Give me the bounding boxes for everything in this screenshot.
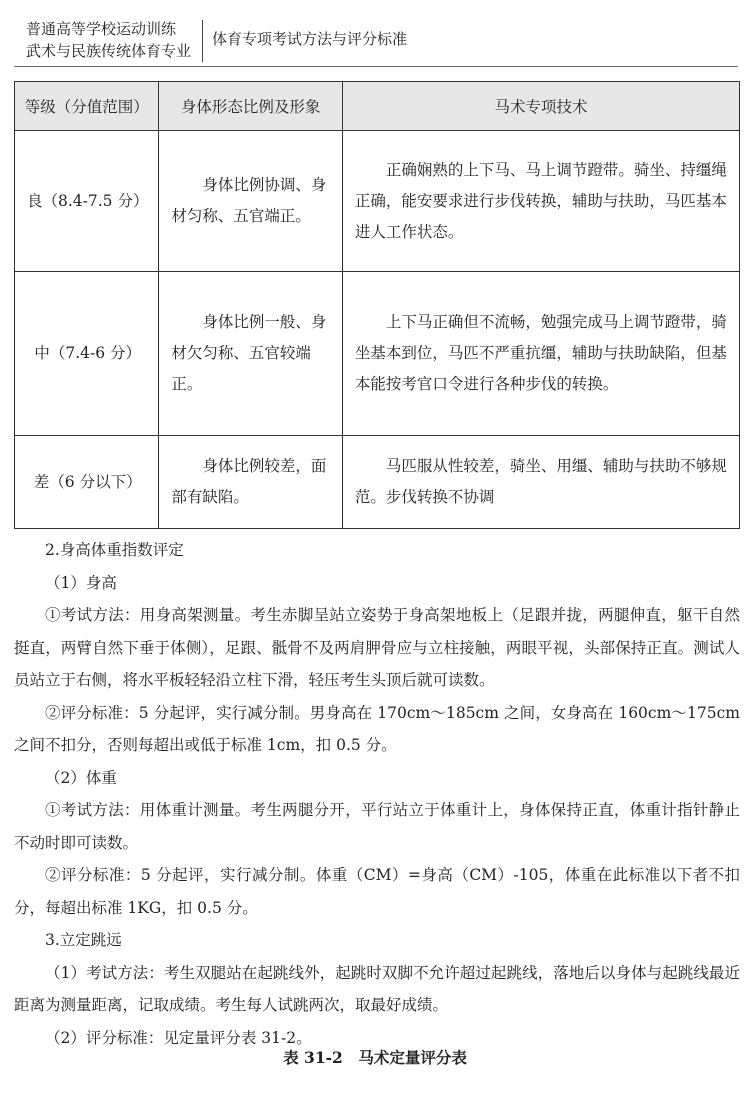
header-school-line2: 武术与民族传统体育专业 bbox=[26, 42, 192, 60]
paragraph: ②评分标准：5 分起评，实行减分制。男身高在 170cm～185cm 之间，女身高在 160cm～175cm 之间不扣分，否则每超出或低于标准 1cm，扣 0.5 分。 bbox=[14, 703, 740, 754]
paragraph: （1）考试方法：考生双腿站在起跳线外，起跳时双脚不允许超过起跳线，落地后以身体与起跳线最近距离为测量距离，记取成绩。考生每人试跳两次，取最好成绩。 bbox=[14, 963, 740, 1014]
body-cell: 身体比例较差，面部有缺陷。 bbox=[159, 436, 343, 529]
header-rule bbox=[14, 66, 738, 67]
body-text bbox=[14, 534, 740, 1054]
table-row bbox=[15, 131, 740, 272]
table-row bbox=[15, 436, 740, 529]
column-header-body: 身体形态比例及形象 bbox=[159, 82, 343, 131]
grade-cell: 差（6 分以下） bbox=[15, 436, 159, 529]
paragraph: ②评分标准：5 分起评，实行减分制。体重（CM）=身高（CM）-105，体重在此标准以下者不扣分，每超出标准 1KG，扣 0.5 分。 bbox=[14, 866, 740, 917]
table-caption: 表 31-2 马术定量评分表 bbox=[283, 1048, 467, 1067]
paragraph: （2）评分标准：见定量评分表 31-2。 bbox=[45, 1028, 312, 1047]
paragraph: ①考试方法：用身高架测量。考生赤脚呈站立姿势于身高架地板上（足跟并拢，两腿伸直，躯干自然挺直，两臂自然下垂于体侧），足跟、骶骨不及两肩胛骨应与立柱接触，两眼平视，头部保持正直。测试人员站立于右侧，将水平板轻轻沿立柱下滑，轻压考生头顶后就可读数。 bbox=[14, 606, 740, 689]
header-school bbox=[26, 18, 191, 62]
section-heading: 2.身高体重指数评定 bbox=[45, 541, 184, 559]
skill-cell: 正确娴熟的上下马、马上调节蹬带。骑坐、持缰绳正确，能安要求进行步伐转换，辅助与扶助，马匹基本进人工作状态。 bbox=[342, 131, 739, 272]
grade-cell: 良（8.4-7.5 分） bbox=[15, 131, 159, 272]
header-title: 体育专项考试方法与评分标准 bbox=[212, 30, 408, 48]
page-header bbox=[0, 0, 750, 72]
subsection-heading: （2）体重 bbox=[45, 768, 117, 787]
body-cell: 身体比例一般、身材欠匀称、五官较端正。 bbox=[159, 272, 343, 436]
header-school-line1: 普通高等学校运动训练 bbox=[26, 20, 177, 38]
grade-cell: 中（7.4-6 分） bbox=[15, 272, 159, 436]
table-header-row bbox=[15, 82, 740, 131]
body-cell: 身体比例协调、身材匀称、五官端正。 bbox=[159, 131, 343, 272]
skill-cell: 马匹服从性较差，骑坐、用缰、辅助与扶助不够规范。步伐转换不协调 bbox=[342, 436, 739, 529]
table-row bbox=[15, 272, 740, 436]
subsection-heading: （1）身高 bbox=[45, 573, 117, 592]
column-header-grade: 等级（分值范围） bbox=[15, 82, 159, 131]
header-divider bbox=[202, 20, 203, 62]
section-heading: 3.立定跳远 bbox=[45, 931, 122, 949]
column-header-skill: 马术专项技术 bbox=[342, 82, 739, 131]
skill-cell: 上下马正确但不流畅，勉强完成马上调节蹬带，骑坐基本到位，马匹不严重抗缰，辅助与扶助缺陷，但基本能按考官口令进行各种步伐的转换。 bbox=[342, 272, 739, 436]
grading-table bbox=[14, 81, 740, 529]
paragraph: ①考试方法：用体重计测量。考生两腿分开，平行站立于体重计上，身体保持正直，体重计指针静止不动时即可读数。 bbox=[14, 801, 740, 852]
